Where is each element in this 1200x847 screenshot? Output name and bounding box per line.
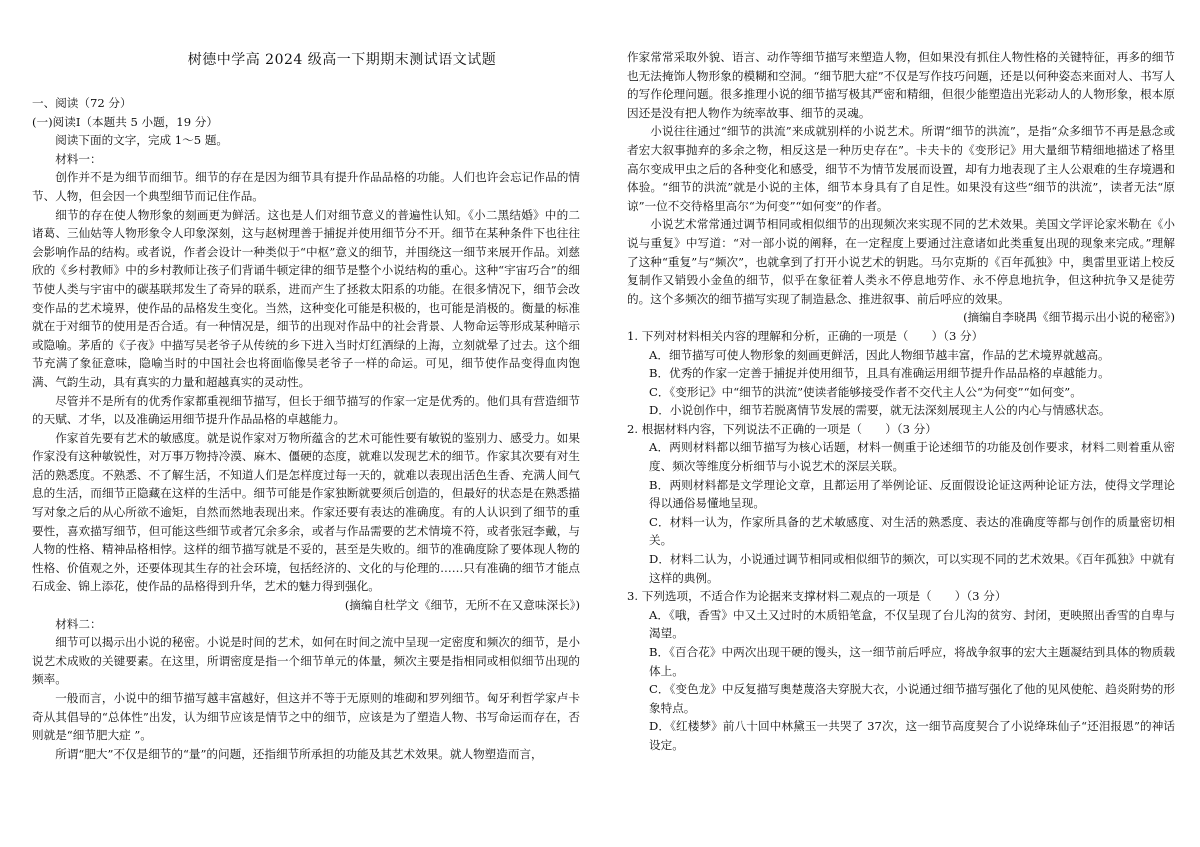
material-two-paragraph: 一般而言，小说中的细节描写越丰富越好，但这并不等于无原则的堆砌和罗列细节。匈牙利哲学家卢卡奇从其倡导的“总体性”出发，认为细节应该是情节之中的细节，应该是为了塑造人物、书写命运而存在，否则就是“细节肥大症 ”。 [32,691,580,743]
right-column [627,48,1175,755]
material-one-paragraph: 创作并不是为细节而细节。细节的存在是因为细节具有提升作品品格的功能。人们也许会忘记作品的情节、人物，但会因一个典型细节而记住作品。 [32,170,580,203]
question-option: C．《变色龙》中反复描写奥楚蔑洛夫穿脱大衣，小说通过细节描写强化了他的见风使舵、趋炎附势的形象特点。 [649,682,1175,715]
section-heading-block [32,94,580,763]
question-option: C．《变形记》中“细节的洪流”使读者能够接受作者不交代主人公“为何变”“如何变”。 [649,384,1082,399]
material-one-paragraph: 尽管并不是所有的优秀作家都重视细节描写，但长于细节描写的作家一定是优秀的。他们具有营造细节的天赋、才华，以及准确运用细节提升作品品格的卓越能力。 [32,393,580,427]
material-two-paragraph: 小说艺术常常通过调节相同或相似细节的出现频次来实现不同的艺术效果。美国文学评论家米勒在《小说与重复》中写道：“对一部小说的阐释，在一定程度上要通过注意诸如此类重复出现的现象来完成。”理解了这种“重复”与“频次”，也就拿到了打开小说艺术的钥匙。马尔克斯的《百年孤独》中，奥雷里亚诺上校反复制作又销毁小金鱼的细节，似乎在象征着人类永不停息地劳作、永不停息地抗争，但这种抗争又是徒劳的。这个多频次的细节描写实现了制造悬念、推进叙事、前后呼应的效果。 [627,217,1175,306]
material-two-source: (摘编自李晓禺《细节揭示出小说的秘密》) [963,310,1175,325]
page-title: 树德中学高 2024 级高一下期期末测试语文试题 [187,52,497,68]
material-one-label: 材料一： [55,151,102,166]
material-one-source: (摘编自杜学文《细节，无所不在又意味深长》) [344,598,580,613]
question-option: D．材料二认为，小说通过调节相同或相似细节的频次，可以实现不同的艺术效果。《百年孤独》中就有这样的典例。 [649,552,1175,585]
question-option: A．两则材料都以细节描写为核心话题，材料一侧重于论述细节的功能及创作要求，材料二则着重从密度、频次等维度分析细节与小说艺术的深层关联。 [649,440,1175,474]
question-option: B．两则材料都是文学理论文章，且都运用了举例论证、反面假设论证这两种论证方法，使得文学理论得以通俗易懂地呈现。 [649,477,1175,511]
material-two-label: 材料二： [55,616,102,631]
material-two-paragraph: 小说往往通过“细节的洪流”来成就别样的小说艺术。所谓“细节的洪流”，是指“众多细节不再是悬念或者宏大叙事抛弃的多余之物，相反这是一种历史存在”。卡夫卡的《变形记》用大量细节精细地描述了格里高尔变成甲虫之后的各种变化和感受，细节不为情节发展而设置，却有力地表现了主人公艰难的生存境遇和体验。“细节的洪流”就是小说的主体，细节本身具有了自足性。如果没有这些“细节的洪流”，读者无法“原谅”一位不交待格里高尔“为何变”“如何变”的作者。 [627,124,1175,213]
question-option: A．《哦，香雪》中又土又过时的木质铅笔盒，不仅呈现了台儿沟的贫穷、封闭，更映照出香雪的自卑与渴望。 [649,607,1175,641]
question-stem: 3. 下列选项，不适合作为论据来支撑材料二观点的一项是（ ）（3 分） [627,589,1007,604]
question-option: D．小说创作中，细节若脱离情节发展的需要，就无法深刻展现主人公的内心与情感状态。 [649,403,1111,418]
material-two-paragraph: 所谓“肥大”不仅是细节的“量”的问题，还指细节所承担的功能及其艺术效果。就人物塑造而言， [55,746,543,761]
question-stem: 1. 下列对材料相关内容的理解和分析，正确的一项是（ ）（3 分） [627,328,984,343]
question-option: A．细节描写可使人物形象的刻画更鲜活，因此人物细节越丰富，作品的艺术境界就越高。 [649,347,1110,362]
material-two-paragraph: 细节可以揭示出小说的秘密。小说是时间的艺术，如何在时间之流中呈现一定密度和频次的细节，是小说艺术成败的关键要素。在这里，所谓密度是指一个细节单元的体量，频次主要是指相同或相似细节出现的频率。 [32,635,580,687]
question-1 [627,327,1175,420]
question-stem: 2. 根据材料内容，下列说法不正确的一项是（ ）（3 分） [627,421,937,436]
subsection-heading: (一)阅读Ⅰ（本题共 5 小题，19 分） [32,114,218,129]
question-option: B．《百合花》中两次出现干硬的馒头，这一细节前后呼应，将战争叙事的宏大主题凝结到具体的物质载体上。 [649,645,1175,678]
question-3 [627,587,1175,754]
material-two-paragraph: 作家常常采取外貌、语言、动作等细节描写来塑造人物，但如果没有抓住人物性格的关键特征，再多的细节也无法掩饰人物形象的模糊和空洞。“细节肥大症”不仅是写作技巧问题，还是以何种姿态来面对人、书写人的写作伦理问题。很多推理小说的细节描写极其严密和精细，但很少能塑造出光彩动人的人物形象，根本原因还是没有把人物作为统率故事、细节的灵魂。 [627,50,1175,120]
question-option: B．优秀的作家一定善于捕捉并使用细节，且具有准确运用细节提升作品品格的卓越能力。 [649,366,1110,381]
section-heading: 一、阅读（72 分） [32,96,132,110]
question-option: C．材料一认为，作家所具备的艺术敏感度、对生活的熟悉度、表达的准确度等都与创作的质量密切相关。 [649,514,1175,548]
question-option: D．《红楼梦》前八十回中林黛玉一共哭了 37次，这一细节高度契合了小说绛珠仙子“还泪报恩”的神话设定。 [649,719,1175,752]
material-one-paragraph: 作家首先要有艺术的敏感度。就是说作家对万物所蕴含的艺术可能性要有敏锐的鉴别力、感受力。如果作家没有这种敏锐性，对万事万物持冷漠、麻木、僵硬的态度，就难以发现艺术的细节。作家其次要有对生活的熟悉度。不熟悉、不了解生活，不知道人们是怎样度过每一天的，就难以表现出活色生香、充满人间气息的生活，而细节正隐藏在这样的生活中。细节可能是作家独断就要须后创造的，但最好的状态是在熟悉描写对象之后的从心所欲不逾矩，自然而然地表现出来。作家还要有表达的准确度。有的人认识到了细节的重要性，喜欢描写细节，但可能这些细节或者冗余多余，或者与作品需要的艺术情境不符，或者张冠李戴，与人物的性格、精神品格相悖。这样的细节描写就是不妥的，甚至是失败的。细节的准确度除了要体现人物的性格、价值观之外，还要体现其生存的社会环境，包括经济的、文化的与伦理的……只有准确的细节才能点石成金、锦上添花，使作品的品格得到升华，艺术的魅力得到强化。 [32,430,580,594]
question-2 [627,420,1175,587]
material-one-paragraph: 细节的存在使人物形象的刻画更为鲜活。这也是人们对细节意义的普遍性认知。《小二黑结婚》中的二诸葛、三仙姑等人物形象令人印象深刻，这与赵树理善于捕捉并使用细节分不开。细节在某种条件下也往往会影响作品的结构。或者说，作者会设计一种类似于“中枢”意义的细节，并围绕这一细节来展开作品。刘慈欣的《乡村教师》中的乡村教师让孩子们背诵牛顿定律的细节是整个小说结构的重心。这种“宇宙巧合”的细节使人类与宇宙中的碳基联邦发生了奇异的联系，进而产生了拯救太阳系的功能。在很多情况下，细节会改变作品的艺术境界，使作品的品格发生变化。当然，这种变化可能是积极的，也可能是消极的。衡量的标准就在于对细节的使用是否合适。有一种情况是，细节的出现对作品中的社会背景、人物命运等形成某种暗示或隐喻。茅盾的《子夜》中描写吴老爷子从传统的乡下进入当时灯红酒绿的上海，立刻就晕了过去。这个细节充满了象征意味，隐喻当时的中国社会也将面临像吴老爷子一样的命运。可见，细节使作品变得血肉饱满、气韵生动，具有真实的力量和超越真实的灵动性。 [32,207,580,389]
reading-instruction: 阅读下面的文字，完成 1～5 题。 [55,133,229,148]
